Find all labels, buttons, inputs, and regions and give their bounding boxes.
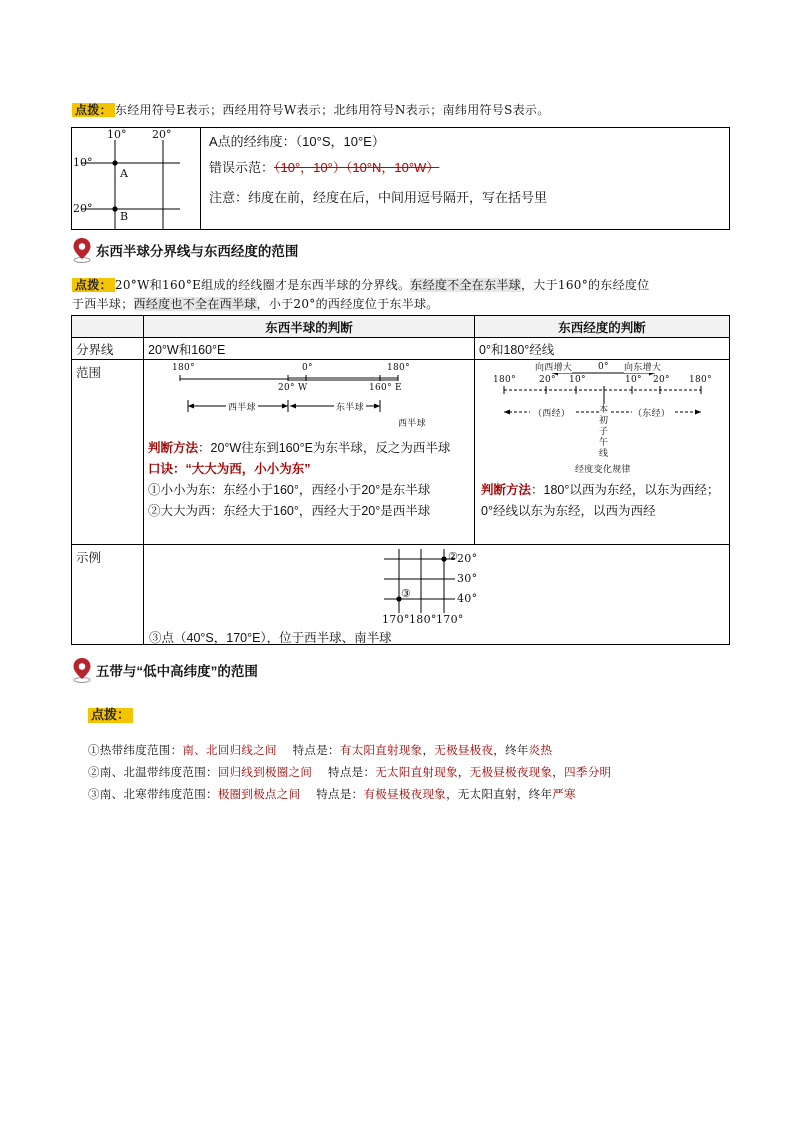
example-answer: ③点（40°S，170°E），位于西半球、南半球 [149,631,392,645]
judge2-label: 判断方法 [481,483,532,497]
fig1-180b: 180° [387,363,410,373]
location-pin-icon [72,237,92,263]
s1-table [71,127,730,230]
zone-item-tropic: ①热带纬度范围：南、北回归线之间 特点是：有太阳直射现象，无极昼极夜，终年炎热 [88,743,553,757]
judge1-line [148,438,470,459]
s2-title: 东西半球分界线与东西经度的范围 [95,244,299,259]
hemisphere-table [71,315,730,645]
s1-diagram-cell [72,128,201,230]
judge1-label: 判断方法 [148,441,199,455]
hemisphere-judgement [148,438,470,522]
fig1-0: 0° [302,363,313,373]
s3-title: 五带与“低中高纬度”的范围 [95,664,258,679]
row-range-label: 范围 [72,360,144,545]
s3-hint-tag-line [88,704,133,723]
point-a-dot [112,160,117,165]
rule2: ②大大为西：东经大于160°，西经大于20°是西半球 [148,504,431,518]
s2-hint-paragraph [72,276,732,314]
s2-hint-f: ，小于20°的西经度位于东半球。 [256,297,439,311]
s1-hint-line [72,101,550,118]
diagram-point-b: B [120,210,129,223]
s2-heading [72,237,298,261]
fig2-zero: 0° [598,362,609,372]
wrong-example-label: 错误示范： [209,160,275,175]
example-point-2-dot [441,556,446,561]
fig2-tick-6: 180° [689,375,712,385]
example-lat-20: 20° [457,552,478,565]
fig2-caption: 经度变化规律 [575,465,631,475]
th-longitude: 东西经度的判断 [475,316,730,338]
s1-line2 [209,160,721,176]
example-mark-2: ② [448,550,459,563]
th-hemisphere: 东西半球的判断 [144,316,475,338]
hint-tag: 点拨： [88,708,133,723]
row-range-c1 [144,360,475,545]
zones-list [88,739,611,805]
row-boundary-c2: 0°和180°经线 [475,338,730,360]
fig2-west-label: （西经） [533,406,570,419]
fig2-east-label: （东经） [633,406,670,419]
fig1-180a: 180° [172,363,195,373]
s3-heading [72,657,258,683]
s2-hint-c: ，大于160°的东经度位 [520,278,650,292]
s2-hint-d: 于西半球； [72,297,134,311]
hint-tag: 点拨： [72,278,115,292]
s1-text-cell [201,128,730,230]
diagram-lat1: 10° [73,156,93,169]
example-lon-170a: 170° [382,613,410,626]
longitude-judgement [481,480,727,522]
fig1-20w: 20° W [278,383,308,393]
zone-item-temperate: ②南、北温带纬度范围：回归线到极圈之间 特点是：无太阳直射现象，无极昼极夜现象，四季分明 [88,765,612,779]
example-lon-180: 180° [409,613,437,626]
diagram-lon1: 10° [107,128,127,141]
fig1-west: 西半球 [226,400,258,413]
s2-hint-highlight-1: 东经度不全在东半球 [410,278,521,292]
zone-item-frigid: ③南、北寒带纬度范围：极圈到极点之间 特点是：有极昼极夜现象，无太阳直射，终年严寒 [88,787,576,801]
hint-tag: 点拨： [72,103,115,117]
example-lon-170b: 170° [436,613,464,626]
point-b-dot [112,206,117,211]
fig2-tick-1: 20° [539,375,556,385]
fig1-160e: 160° E [369,383,402,393]
row-boundary-label: 分界线 [72,338,144,360]
s1-line1: A点的经纬度：（10°S，10°E） [209,134,385,149]
row-example-label: 示例 [72,545,144,645]
judge1-text: ：20°W往东到160°E为东半球，反之为西半球 [198,441,451,455]
location-pin-icon [72,657,92,683]
diagram-lon2: 20° [152,128,172,141]
s2-hint-highlight-2: 西经度也不全在西半球 [133,297,257,311]
diagram-point-a: A [120,167,128,180]
fig2-up-east: 向东增大 [624,360,661,373]
example-mark-3: ③ [401,587,412,600]
judge2-text: ：180°以西为东经，以东为西经；0°经线以东为东经，以西为西经 [481,483,720,518]
fig2-prime-meridian: 本初子午线 [599,405,609,459]
wrong-example-value: （10°，10°）（10°N，10°W） [274,160,440,175]
example-lat-40: 40° [457,592,478,605]
example-lat-30: 30° [457,572,478,585]
rhyme: 口诀：“大大为西，小小为东” [148,462,311,476]
row-range-c2 [475,360,730,545]
row-example-content [144,545,730,645]
row-boundary-c1: 20°W和160°E [144,338,475,360]
fig2-tick-2: 10° [569,375,586,385]
fig1-east: 东半球 [334,400,366,413]
fig2-tick-4: 10° [625,375,642,385]
s1-line3: 注意：纬度在前，经度在后，中间用逗号隔开，写在括号里 [209,190,548,205]
fig1-west2: 西半球 [398,419,426,429]
s1-hint-text: 东经用符号E表示；西经用符号W表示；北纬用符号N表示；南纬用符号S表示。 [114,103,550,117]
s2-hint-a: 20°W和160°E组成的经线圈才是东西半球的分界线。 [114,278,411,292]
th-empty [72,316,144,338]
fig2-tick-0: 180° [493,375,516,385]
rule1: ①小小为东：东经小于160°，西经小于20°是东半球 [148,483,431,497]
fig2-up-west: 向西增大 [535,360,572,373]
diagram-lat2: 20° [73,202,93,215]
fig2-tick-5: 20° [653,375,670,385]
